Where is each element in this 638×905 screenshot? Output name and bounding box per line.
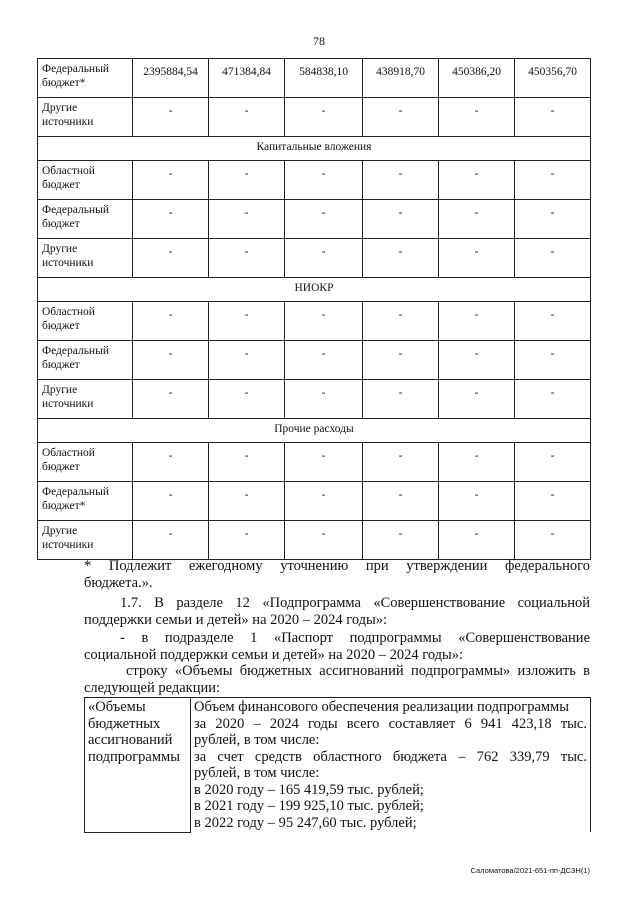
passport-table	[84, 697, 591, 833]
passport-right-line: за 2020 – 2024 годы всего составляет 6 941 423,18 тыс.	[194, 715, 587, 732]
passport-right-line: Объем финансового обеспечения реализации подпрограммы	[194, 699, 569, 715]
table-cell: -	[209, 98, 285, 137]
section-title: Капитальные вложения	[38, 137, 591, 161]
table-cell: -	[133, 341, 209, 380]
passport-left-line: бюджетных	[88, 715, 161, 732]
table-cell: -	[209, 341, 285, 380]
table-cell: -	[285, 200, 363, 239]
passport-right-line: рублей, в том числе:	[194, 732, 320, 748]
table-cell: -	[363, 341, 439, 380]
table-cell: -	[285, 443, 363, 482]
table-cell: -	[209, 302, 285, 341]
table-cell: -	[209, 521, 285, 560]
table-cell: -	[285, 161, 363, 200]
table-row	[38, 239, 591, 278]
table-cell: -	[439, 482, 515, 521]
table-cell: -	[439, 161, 515, 200]
table-cell: -	[285, 302, 363, 341]
table-cell: -	[363, 482, 439, 521]
row-label: Другие источники	[38, 380, 133, 419]
table-cell: -	[133, 161, 209, 200]
table-cell: -	[439, 341, 515, 380]
paragraph-subsection: - в подразделе 1 «Паспорт подпрограммы «Совершенствование	[120, 630, 590, 646]
table-cell: -	[363, 302, 439, 341]
table-cell: 584838,10	[285, 59, 363, 98]
table-row	[38, 59, 591, 98]
row-label: Другие источники	[38, 239, 133, 278]
table-cell: -	[515, 98, 591, 137]
passport-right-line: за счет средств областного бюджета – 762 339,79 тыс.	[194, 748, 587, 765]
section-title: Прочие расходы	[38, 419, 591, 443]
table-cell: -	[209, 482, 285, 521]
table-row	[38, 482, 591, 521]
row-label: Областной бюджет	[38, 161, 133, 200]
table-cell: -	[133, 521, 209, 560]
table-cell: -	[363, 380, 439, 419]
table-cell: -	[439, 380, 515, 419]
section-header-row	[38, 137, 591, 161]
table-cell: 450386,20	[439, 59, 515, 98]
row-label: Другие источники	[38, 521, 133, 560]
table-cell: -	[133, 200, 209, 239]
paragraph-subsection-cont: социальной поддержки семьи и детей» на 2020 – 2024 годы»:	[84, 647, 464, 663]
table-cell: -	[209, 200, 285, 239]
row-label: Федеральный бюджет*	[38, 482, 133, 521]
financing-table	[37, 58, 591, 560]
table-cell: -	[363, 161, 439, 200]
paragraph-instruction: строку «Объемы бюджетных ассигнований подпрограммы» изложить в	[126, 663, 590, 679]
table-cell: -	[285, 98, 363, 137]
section-title: НИОКР	[38, 278, 591, 302]
paragraph-instruction-cont: следующей редакции:	[84, 680, 221, 696]
passport-left-line: «Объемы	[88, 699, 146, 715]
passport-left-line: ассигнований	[88, 732, 173, 748]
paragraph-1-7-cont: поддержки семьи и детей» на 2020 – 2024 годы»:	[84, 612, 388, 628]
table-cell: -	[133, 380, 209, 419]
table-cell: -	[209, 161, 285, 200]
table-cell: -	[285, 482, 363, 521]
footnote: * Подлежит ежегодному уточнению при утверждении федерального	[84, 558, 590, 574]
table-cell: -	[439, 302, 515, 341]
table-row	[38, 98, 591, 137]
row-label: Федеральный бюджет	[38, 200, 133, 239]
table-row	[38, 161, 591, 200]
table-cell: -	[133, 302, 209, 341]
table-row	[38, 341, 591, 380]
table-cell: 471384,84	[209, 59, 285, 98]
table-cell: -	[439, 521, 515, 560]
table-cell: -	[363, 98, 439, 137]
table-cell: -	[285, 521, 363, 560]
table-cell: -	[133, 482, 209, 521]
row-label: Федеральный бюджет*	[38, 59, 133, 98]
table-cell: -	[363, 521, 439, 560]
passport-right-line: в 2022 году – 95 247,60 тыс. рублей;	[194, 814, 417, 831]
row-label: Другие источники	[38, 98, 133, 137]
table-cell: -	[363, 239, 439, 278]
table-cell: -	[439, 239, 515, 278]
table-cell: -	[515, 380, 591, 419]
table-cell: -	[285, 239, 363, 278]
table-cell: -	[363, 443, 439, 482]
footnote-cont: бюджета.».	[84, 575, 153, 591]
passport-right-cell	[191, 698, 591, 833]
table-cell: -	[133, 239, 209, 278]
table-cell: -	[515, 200, 591, 239]
table-cell: 438918,70	[363, 59, 439, 98]
table-cell: -	[133, 443, 209, 482]
table-cell: -	[515, 521, 591, 560]
table-row	[38, 302, 591, 341]
row-label: Областной бюджет	[38, 302, 133, 341]
table-cell: 450356,70	[515, 59, 591, 98]
table-row	[38, 521, 591, 560]
paragraph-1-7: 1.7. В разделе 12 «Подпрограмма «Совершенствование социальной	[120, 595, 590, 611]
row-label: Федеральный бюджет	[38, 341, 133, 380]
table-cell: -	[439, 200, 515, 239]
table-cell: -	[209, 239, 285, 278]
footer-code: Саломатова/2021-651-пп-ДСЗН(1)	[470, 866, 590, 875]
section-header-row	[38, 419, 591, 443]
table-cell: -	[515, 482, 591, 521]
passport-right-line: рублей, в том числе:	[194, 765, 320, 781]
table-row	[38, 380, 591, 419]
table-row	[38, 443, 591, 482]
passport-left-line: подпрограммы	[88, 748, 180, 765]
table-cell: -	[515, 161, 591, 200]
table-cell: -	[515, 341, 591, 380]
row-label: Областной бюджет	[38, 443, 133, 482]
page-number: 78	[313, 34, 325, 48]
table-cell: -	[133, 98, 209, 137]
table-cell: -	[439, 443, 515, 482]
table-cell: -	[285, 341, 363, 380]
table-cell: -	[209, 380, 285, 419]
passport-right-line: в 2020 году – 165 419,59 тыс. рублей;	[194, 781, 424, 798]
table-cell: -	[515, 443, 591, 482]
table-cell: -	[439, 98, 515, 137]
passport-right-line: в 2021 году – 199 925,10 тыс. рублей;	[194, 798, 424, 814]
table-cell: -	[363, 200, 439, 239]
table-cell: -	[515, 239, 591, 278]
table-row	[38, 200, 591, 239]
table-cell: -	[515, 302, 591, 341]
table-cell: -	[285, 380, 363, 419]
table-cell: -	[209, 443, 285, 482]
table-cell: 2395884,54	[133, 59, 209, 98]
section-header-row	[38, 278, 591, 302]
passport-left-cell	[85, 698, 191, 833]
